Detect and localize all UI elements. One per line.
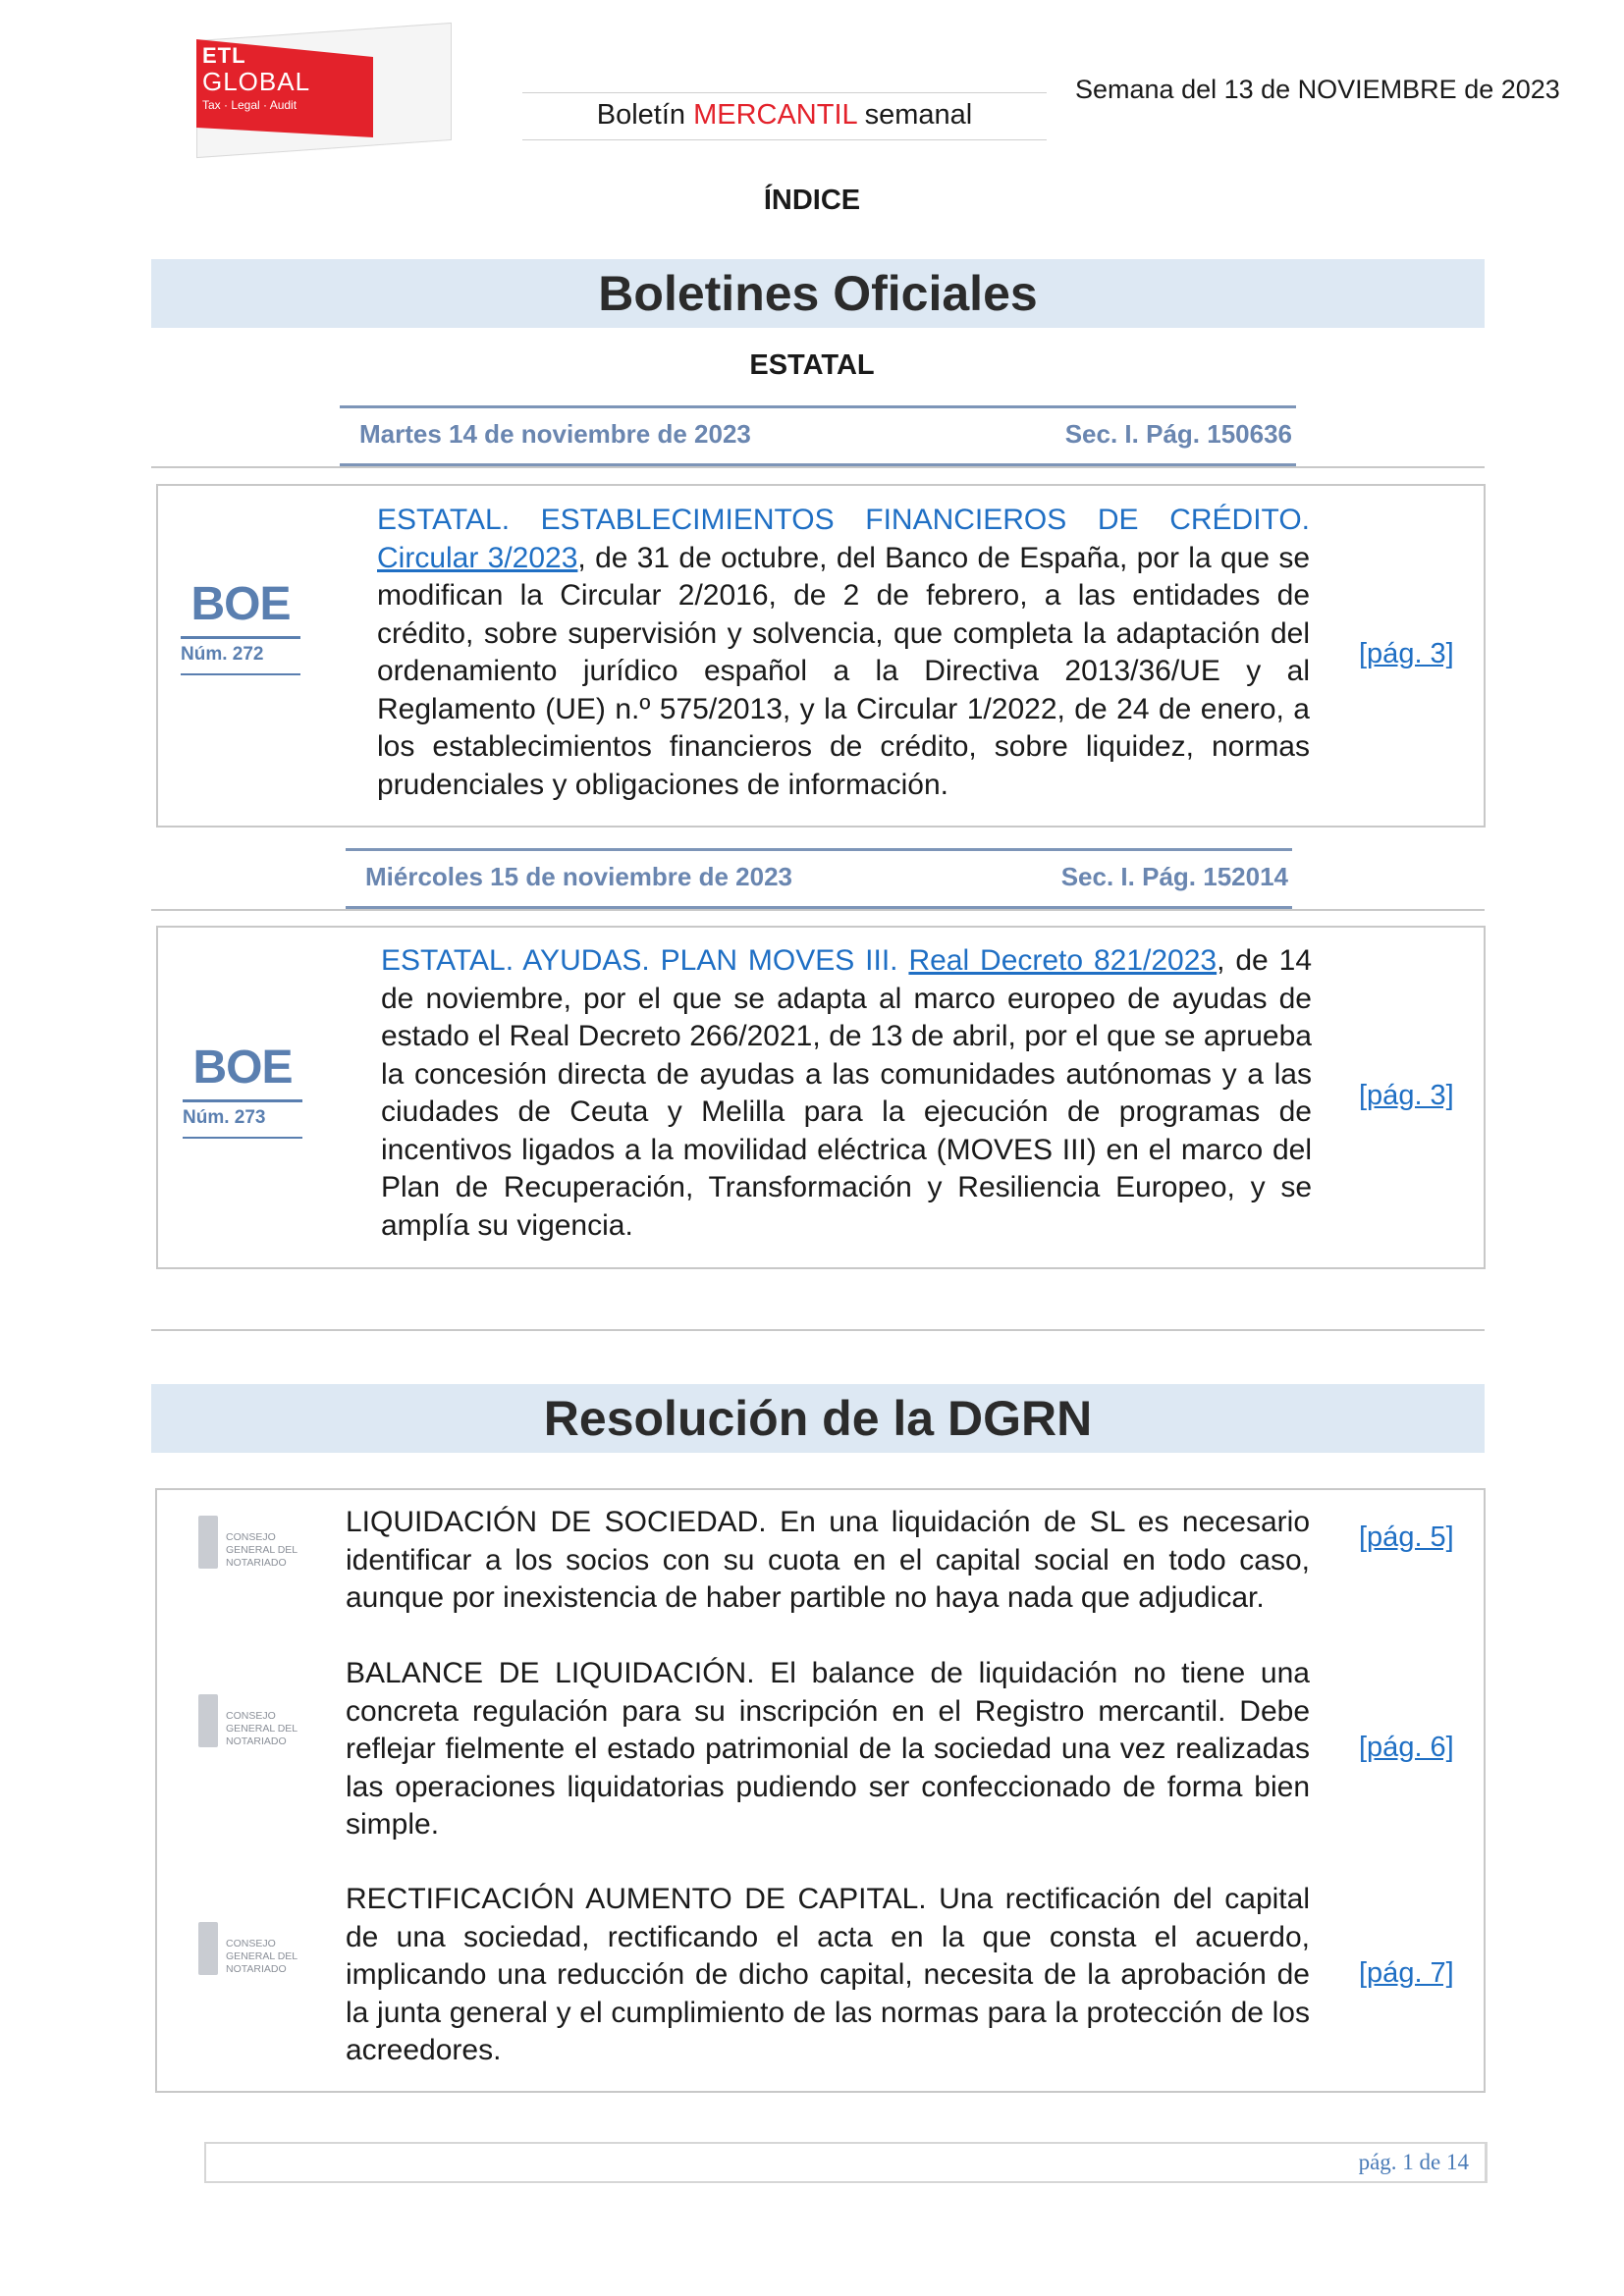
page-link[interactable]: [pág. 7] (1359, 1957, 1454, 1989)
section-heading-boletines: Boletines Oficiales (151, 259, 1485, 328)
page-number: pág. 1 de 14 (1358, 2150, 1469, 2174)
boe-entry-text (381, 942, 1312, 1245)
divider (151, 909, 1485, 911)
boe-logo (183, 1041, 302, 1127)
boe-section-page: Sec. I. Pág. 152014 (1060, 862, 1288, 891)
bulletin-title (522, 92, 1047, 140)
index-title: ÍNDICE (763, 185, 861, 216)
dgrn-entry-body: . Una rectificación del capital de una sociedad, rectificando el acta en la que consta el acuerdo, implicando una reducción de dicho capital, necesita de la aprobación de la junta general y el cumplimiento de las normas para la protección de los acreedores. (346, 1883, 1310, 2066)
boe-date: Miércoles 15 de noviembre de 2023 (365, 862, 792, 891)
logo-global-text: GLOBAL (202, 67, 311, 96)
notary-logo (198, 1506, 302, 1576)
dgrn-entry-title: RECTIFICACIÓN AUMENTO DE CAPITAL (346, 1883, 919, 1915)
dgrn-entry-text (346, 1881, 1310, 2070)
bulletin-title-suffix: semanal (856, 99, 973, 131)
week-label: Semana del 13 de NOVIEMBRE de 2023 (1075, 75, 1560, 104)
boe-logo-rule-bottom (183, 1137, 302, 1139)
circular-link[interactable]: Circular 3/2023 (377, 541, 578, 574)
dgrn-entry-title: BALANCE DE LIQUIDACIÓN. (346, 1657, 755, 1689)
logo-tagline: Tax · Legal · Audit (202, 98, 298, 112)
page-link[interactable]: [pág. 5] (1359, 1522, 1454, 1553)
dgrn-entry-body: En una liquidación de SL es necesario identificar a los socios con su cuota en el capital social en todo caso, aunque por inexistencia de haber partible no haya nada que adjudicar. (346, 1506, 1311, 1614)
section-heading-dgrn: Resolución de la DGRN (151, 1384, 1485, 1453)
divider (151, 1329, 1485, 1331)
boe-logo-rule-bottom (181, 673, 300, 675)
dgrn-entry-text (346, 1655, 1310, 1844)
notary-logo (198, 1912, 302, 1983)
dgrn-entry-text (346, 1504, 1310, 1618)
etl-global-logo (196, 31, 450, 147)
page-link[interactable]: [pág. 6] (1359, 1732, 1454, 1763)
real-decreto-link[interactable]: Real Decreto 821/2023 (908, 944, 1218, 977)
boe-logo-rule (183, 1099, 302, 1102)
boe-entry-text (377, 502, 1310, 804)
subheading-estatal: ESTATAL (749, 349, 875, 381)
page-link[interactable]: [pág. 3] (1359, 1080, 1454, 1111)
bulletin-title-prefix: Boletín (596, 99, 694, 131)
notary-label: CONSEJO GENERAL DEL NOTARIADO (226, 1938, 298, 1975)
boe-date: Martes 14 de noviembre de 2023 (359, 419, 751, 449)
boe-date-strip (346, 848, 1292, 909)
notary-shield-icon (198, 1922, 218, 1975)
bulletin-title-highlight: MERCANTIL (693, 99, 857, 131)
logo-etl-text: ETL (202, 43, 246, 68)
footer (204, 2142, 1488, 2183)
boe-entry-title: ESTATAL. AYUDAS. PLAN MOVES III. (381, 944, 898, 977)
boe-entry-title: ESTATAL. ESTABLECIMIENTOS FINANCIEROS DE CRÉDITO. (377, 504, 1310, 536)
dgrn-entry-title: LIQUIDACIÓN DE SOCIEDAD. (346, 1506, 767, 1538)
notary-label: CONSEJO GENERAL DEL NOTARIADO (226, 1710, 298, 1747)
boe-logo-letters: BOE (192, 1041, 293, 1094)
notary-label: CONSEJO GENERAL DEL NOTARIADO (226, 1531, 298, 1569)
page-link[interactable]: [pág. 3] (1359, 638, 1454, 669)
notary-shield-icon (198, 1694, 218, 1747)
boe-number: Núm. 273 (183, 1107, 266, 1128)
dgrn-entry-body: El balance de liquidación no tiene una concreta regulación para su inscripción en el Registro mercantil. Debe reflejar fielmente el estado patrimonial de la sociedad una vez realizadas las operaciones liquidatorias pudiendo ser confeccionado de forma bien simple. (346, 1657, 1310, 1841)
notary-shield-icon (198, 1516, 218, 1569)
divider (151, 466, 1485, 468)
boe-logo (181, 577, 300, 664)
boe-entry-body: , de 14 de noviembre, por el que se adapta al marco europeo de ayudas de estado el Real Decreto 266/2021, de 13 de abril, por el que se aprueba la concesión directa de ayudas a las comunidades autónomas y a las ciudades de Ceuta y Melilla para la ejecución de programas de incentivos ligados a la movilidad eléctrica (MOVES III) en el marco del Plan de Recuperación, Transformación y Resiliencia Europeo, y se amplía su vigencia. (381, 944, 1313, 1242)
boe-number: Núm. 272 (181, 644, 264, 665)
notary-logo (198, 1684, 302, 1755)
boe-logo-letters: BOE (190, 578, 291, 630)
boe-entry-body: , de 31 de octubre, del Banco de España, por la que se modifican la Circular 2/2016, de 2 de febrero, a las entidades de crédito, sobre supervisión y solvencia, que completa la adaptación del ordenamiento jurídico español a la Directiva 2013/36/UE y al Reglamento (UE) n.º 575/2013, y la Circular 1/2022, de 24 de enero, a los establecimientos financieros de crédito, sobre liquidez, normas prudenciales y obligaciones de información. (377, 541, 1311, 801)
boe-date-strip (340, 405, 1296, 466)
boe-logo-rule (181, 636, 300, 639)
boe-section-page: Sec. I. Pág. 150636 (1064, 419, 1292, 449)
